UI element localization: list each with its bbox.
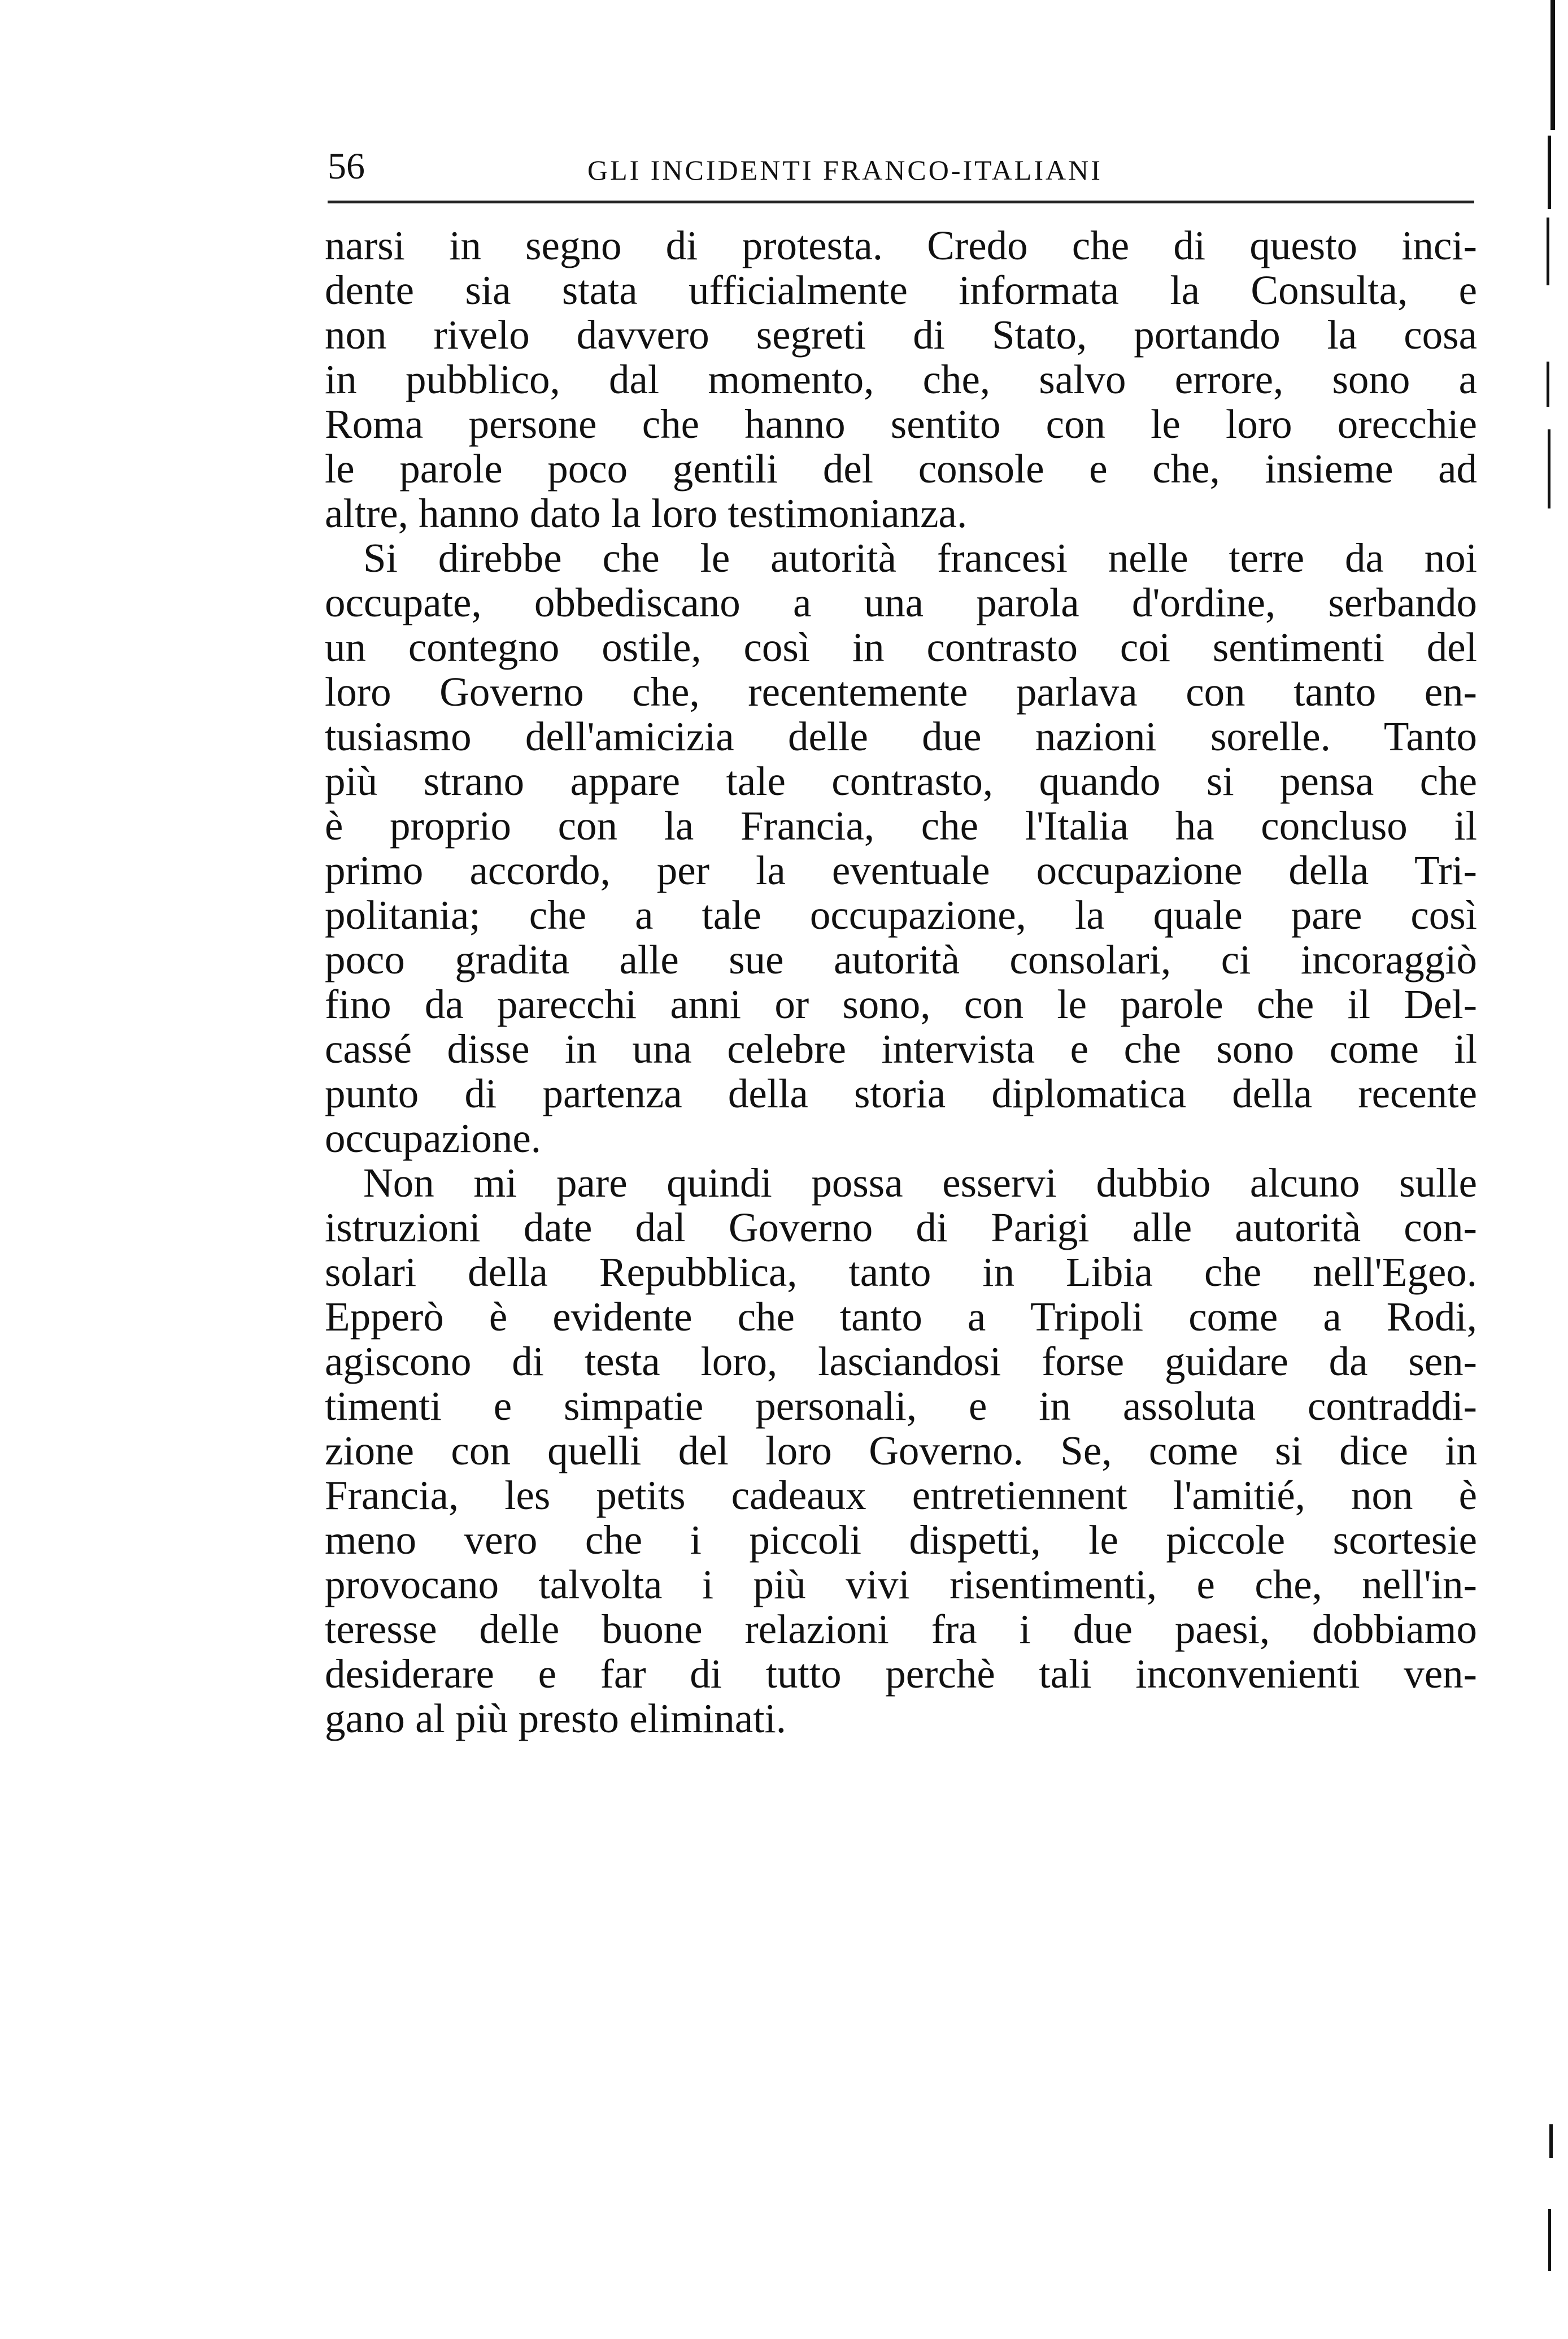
text-line: più strano appare tale contrasto, quando si pensa che: [325, 758, 1477, 804]
text-line: altre, hanno dato la loro testimonianza.: [325, 490, 968, 536]
text-line: poco gradita alle sue autorità consolari, ci incoraggiò: [325, 937, 1477, 982]
paragraph-2: [325, 536, 1477, 1160]
text-line: gano al più presto eliminati.: [325, 1695, 787, 1741]
text-line: Si direbbe che le autorità francesi nelle terre da noi: [363, 535, 1477, 581]
text-line: occupazione.: [325, 1115, 542, 1161]
scan-edge-mark: [1548, 2209, 1551, 2271]
scan-edge-mark: [1549, 2124, 1553, 2158]
scan-edge-mark: [1548, 136, 1551, 209]
text-line: le parole poco gentili del console e che, insieme ad: [325, 446, 1477, 492]
text-line: Non mi pare quindi possa esservi dubbio alcuno sulle: [363, 1160, 1477, 1206]
scan-edge-mark: [1547, 362, 1549, 407]
text-line: meno vero che i piccoli dispetti, le piccole scortesie: [325, 1517, 1477, 1563]
paragraph-3: [325, 1160, 1477, 1741]
text-line: tusiasmo dell'amicizia delle due nazioni sorelle. Tanto: [325, 714, 1477, 759]
scan-edge-mark: [1547, 218, 1549, 285]
text-line: primo accordo, per la eventuale occupazione della Tri-: [325, 847, 1477, 893]
scan-edge-mark: [1550, 0, 1555, 130]
header-rule: [328, 201, 1474, 203]
text-line: Epperò è evidente che tanto a Tripoli come a Rodi,: [325, 1294, 1477, 1340]
text-line: in pubblico, dal momento, che, salvo errore, sono a: [325, 356, 1477, 402]
page-header: [328, 144, 1474, 189]
text-line: narsi in segno di protesta. Credo che di questo inci-: [325, 223, 1477, 268]
text-line: istruzioni date dal Governo di Parigi alle autorità con-: [325, 1205, 1477, 1250]
running-head: GLI INCIDENTI FRANCO-ITALIANI: [587, 154, 1103, 186]
text-line: occupate, obbediscano a una parola d'ordine, serbando: [325, 580, 1477, 625]
text-line: timenti e simpatie personali, e in assoluta contraddi-: [325, 1383, 1477, 1429]
text-line: teresse delle buone relazioni fra i due paesi, dobbiamo: [325, 1606, 1477, 1652]
text-line: Roma persone che hanno sentito con le loro orecchie: [325, 401, 1477, 447]
text-line: fino da parecchi anni or sono, con le parole che il Del-: [325, 981, 1477, 1027]
scan-edge-mark: [1548, 429, 1550, 508]
text-line: è proprio con la Francia, che l'Italia ha concluso il: [325, 803, 1477, 849]
text-line: punto di partenza della storia diplomatica della recente: [325, 1071, 1477, 1116]
text-line: dente sia stata ufficialmente informata la Consulta, e: [325, 267, 1477, 313]
text-line: agiscono di testa loro, lasciandosi forse guidare da sen-: [325, 1338, 1477, 1384]
text-line: Francia, les petits cadeaux entretiennent l'amitié, non è: [325, 1472, 1477, 1518]
text-line: non rivelo davvero segreti di Stato, portando la cosa: [325, 312, 1477, 358]
text-line: solari della Repubblica, tanto in Libia che nell'Egeo.: [325, 1249, 1477, 1295]
page-number: 56: [328, 146, 365, 187]
text-line: desiderare e far di tutto perchè tali inconvenienti ven-: [325, 1651, 1477, 1697]
body-text: [325, 223, 1477, 1741]
text-line: un contegno ostile, così in contrasto coi sentimenti del: [325, 624, 1477, 670]
text-line: politania; che a tale occupazione, la quale pare così: [325, 892, 1477, 938]
paragraph-1: [325, 223, 1477, 536]
text-line: loro Governo che, recentemente parlava con tanto en-: [325, 669, 1477, 715]
text-line: cassé disse in una celebre intervista e che sono come il: [325, 1026, 1477, 1072]
text-line: provocano talvolta i più vivi risentimenti, e che, nell'in-: [325, 1562, 1477, 1607]
text-line: zione con quelli del loro Governo. Se, come si dice in: [325, 1428, 1477, 1473]
